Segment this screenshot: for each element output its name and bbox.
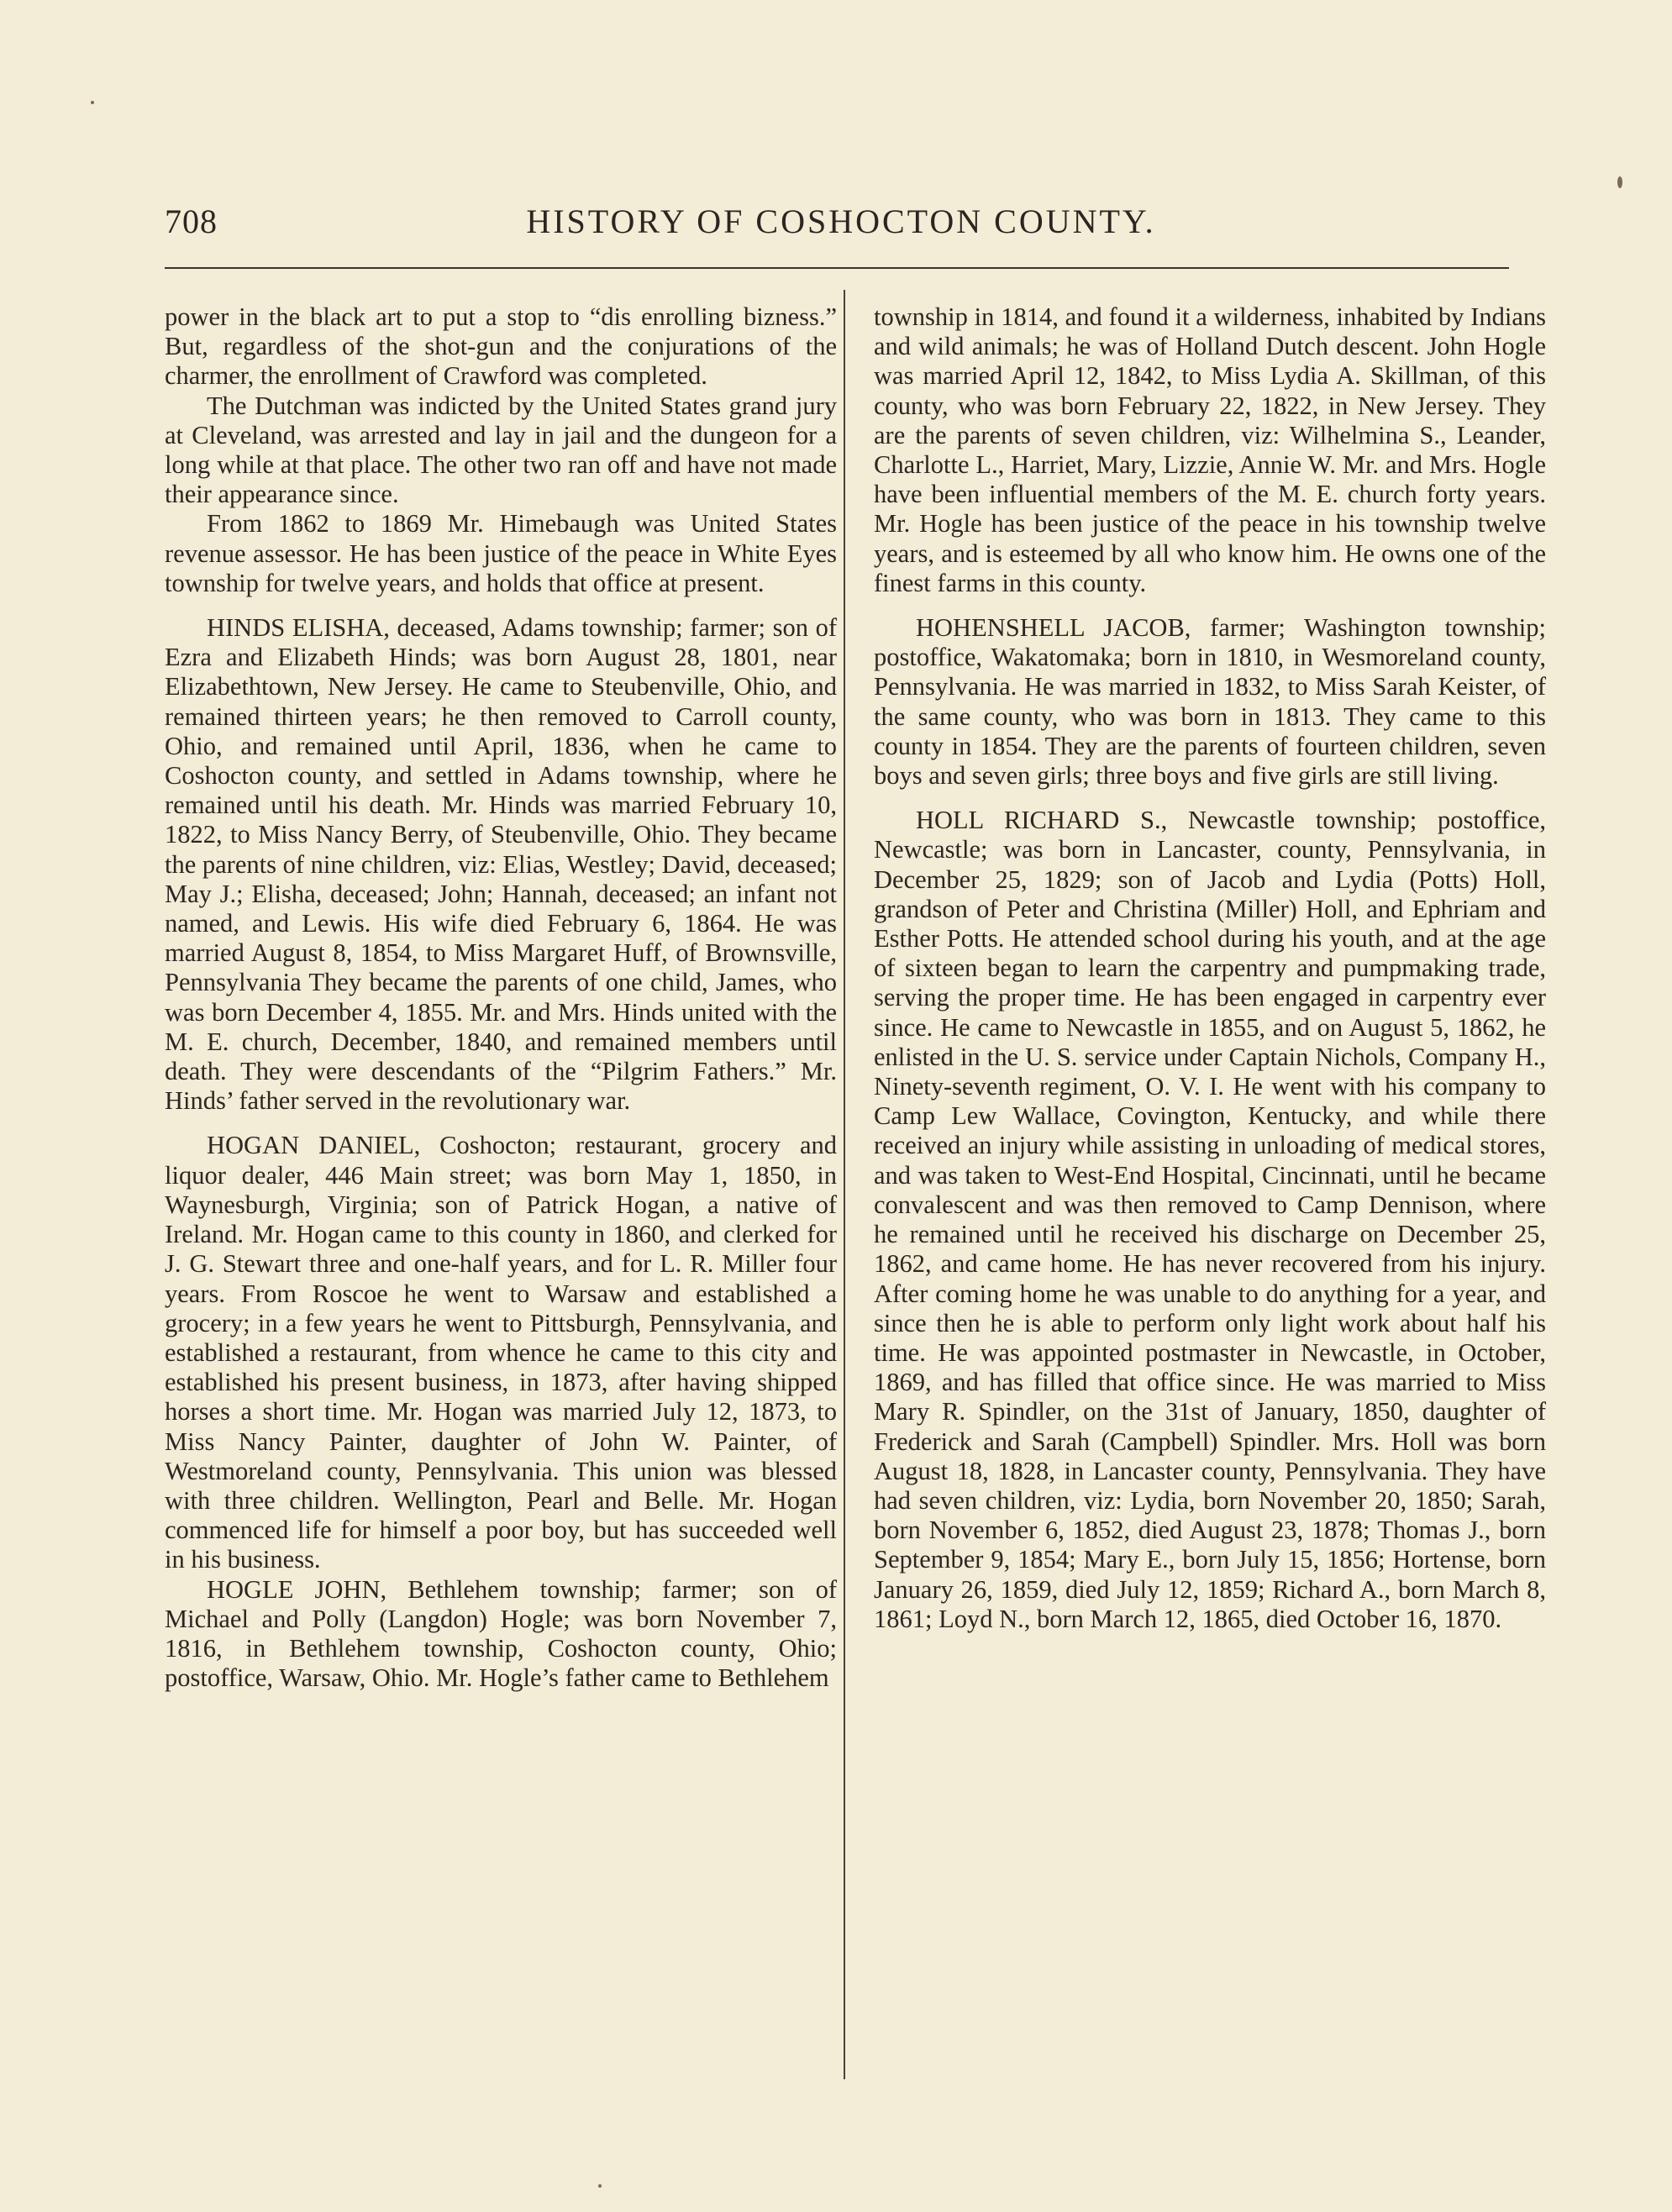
- paper-speck: [91, 101, 94, 104]
- paragraph: From 1862 to 1869 Mr. Himebaugh was United States revenue assessor. He has been justice of the peace in White Eyes township for twelve years, and holds that office at present.: [165, 509, 837, 597]
- biography-entry-hogan: HOGAN DANIEL, Coshocton; restaurant, grocery and liquor dealer, 446 Main street; was born May 1, 1850, in Waynesburgh, Virginia; son of Patrick Hogan, a native of Ireland. Mr. Hogan came to this county in 1860, and clerked for J. G. Stewart three and one-half years, and for L. R. Miller four years. From Roscoe he went to Warsaw and established a grocery; in a few years he went to Pittsburgh, Pennsylvania, and established a restaurant, from whence he came to this city and established his present business, in 1873, after having shipped horses a short time. Mr. Hogan was married July 12, 1873, to Miss Nancy Painter, daughter of John W. Painter, of Westmoreland county, Pennsylvania. This union was blessed with three children. Wellington, Pearl and Belle. Mr. Hogan commenced life for himself a poor boy, but has succeeded well in his business.: [165, 1131, 837, 1574]
- paragraph-continued: township in 1814, and found it a wilderness, inhabited by Indians and wild animals; he was of Holland Dutch descent. John Hogle was married April 12, 1842, to Miss Lydia A. Skillman, of this county, who was born February 22, 1822, in New Jersey. They are the parents of seven children, viz: Wilhelmina S., Leander, Charlotte L., Harriet, Mary, Lizzie, Annie W. Mr. and Mrs. Hogle have been influential members of the M. E. church forty years. Mr. Hogle has been justice of the peace in his township twelve years, and is esteemed by all who know him. He owns one of the finest farms in this county.: [874, 302, 1546, 597]
- running-title: HISTORY OF COSHOCTON COUNTY.: [526, 202, 1156, 240]
- paper-speck: [1617, 176, 1622, 188]
- left-column: [165, 302, 837, 1693]
- paragraph: The Dutchman was indicted by the United States grand jury at Cleveland, was arrested and lay in jail and the dungeon for a long while at that place. The other two ran off and have not made their appearance since.: [165, 391, 837, 509]
- biography-entry-hinds: HINDS ELISHA, deceased, Adams township; farmer; son of Ezra and Elizabeth Hinds; was born August 28, 1801, near Elizabethtown, New Jersey. He came to Steubenville, Ohio, and remained thirteen years; he then removed to Carroll county, Ohio, and remained until April, 1836, when he came to Coshocton county, and settled in Adams township, where he remained until his death. Mr. Hinds was married February 10, 1822, to Miss Nancy Berry, of Steubenville, Ohio. They became the parents of nine children, viz: Elias, Westley; David, deceased; May J.; Elisha, deceased; John; Hannah, deceased; an infant not named, and Lewis. His wife died February 6, 1864. He was married August 8, 1854, to Miss Margaret Huff, of Brownsville, Pennsylvania They became the parents of one child, James, who was born December 4, 1855. Mr. and Mrs. Hinds united with the M. E. church, December, 1840, and remained members until death. They were descendants of the “Pilgrim Fathers.” Mr. Hinds’ father served in the revolutionary war.: [165, 613, 837, 1116]
- right-column: [874, 302, 1546, 1634]
- column-divider: [844, 290, 845, 2079]
- page-header: [165, 202, 1517, 252]
- paragraph-continued: power in the black art to put a stop to “dis enrolling bizness.” But, regardless of the shot-gun and the conjurations of the charmer, the enrollment of Crawford was completed.: [165, 302, 837, 391]
- biography-entry-hohenshell: HOHENSHELL JACOB, farmer; Washington township; postoffice, Wakatomaka; born in 1810, in Wesmoreland county, Pennsylvania. He was married in 1832, to Miss Sarah Keister, of the same county, who was born in 1813. They came to this county in 1854. They are the parents of fourteen children, seven boys and seven girls; three boys and five girls are still living.: [874, 613, 1546, 791]
- biography-entry-hogle: HOGLE JOHN, Bethlehem township; farmer; son of Michael and Polly (Langdon) Hogle; was born November 7, 1816, in Bethlehem township, Coshocton county, Ohio; postoffice, Warsaw, Ohio. Mr. Hogle’s father came to Bethlehem: [165, 1574, 837, 1693]
- header-rule: [165, 267, 1509, 269]
- biography-entry-holl: HOLL RICHARD S., Newcastle township; postoffice, Newcastle; was born in Lancaster, county, Pennsylvania, in December 25, 1829; son of Jacob and Lydia (Potts) Holl, grandson of Peter and Christina (Miller) Holl, and Ephriam and Esther Potts. He attended school during his youth, and at the age of sixteen began to learn the carpentry and pumpmaking trade, serving the proper time. He has been engaged in carpentry ever since. He came to Newcastle in 1855, and on August 5, 1862, he enlisted in the U. S. service under Captain Nichols, Company H., Ninety-seventh regiment, O. V. I. He went with his company to Camp Lew Wallace, Covington, Kentucky, and while there received an injury while assisting in unloading of medical stores, and was taken to West-End Hospital, Cincinnati, until he became convalescent and was then removed to Camp Dennison, where he remained until he received his discharge on December 25, 1862, and came home. He has never recovered from his injury. After coming home he was unable to do anything for a year, and since then he is able to perform only light work about half his time. He was appointed postmaster in Newcastle, in October, 1869, and has filled that office since. He was married to Miss Mary R. Spindler, on the 31st of January, 1850, daughter of Frederick and Sarah (Campbell) Spindler. Mrs. Holl was born August 18, 1828, in Lancaster county, Pennsylvania. They have had seven children, viz: Lydia, born November 20, 1850; Sarah, born November 6, 1852, died August 23, 1878; Thomas J., born September 9, 1854; Mary E., born July 15, 1856; Hortense, born January 26, 1859, died July 12, 1859; Richard A., born March 8, 1861; Loyd N., born March 12, 1865, died October 16, 1870.: [874, 806, 1546, 1633]
- page-number: 708: [165, 202, 218, 240]
- paper-speck: [598, 2184, 602, 2188]
